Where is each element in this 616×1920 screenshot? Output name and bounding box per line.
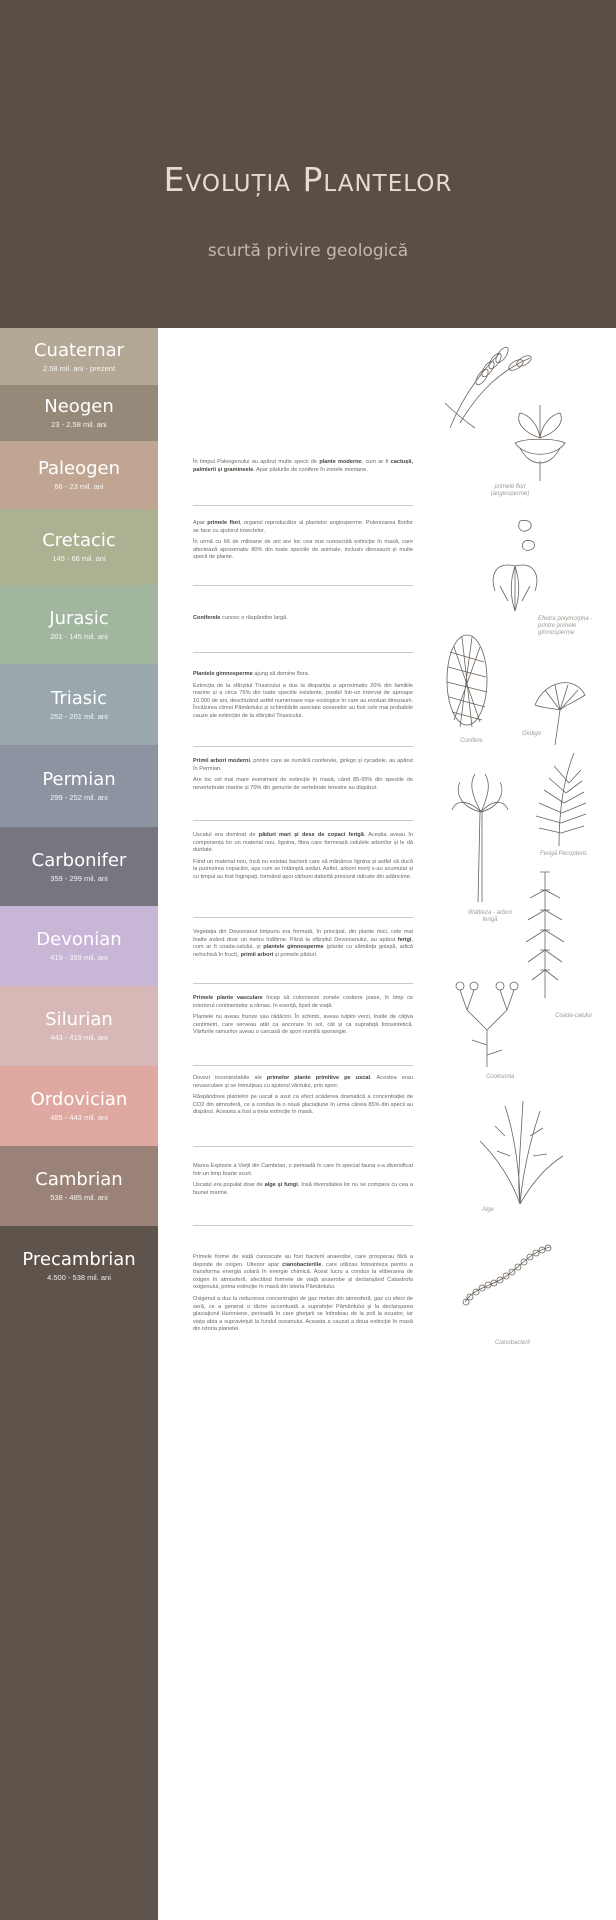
divider — [193, 1146, 413, 1147]
text-emphasis: Plantele gimnosperme — [193, 671, 253, 677]
paragraph — [193, 1182, 413, 1197]
era-range: 66 - 23 mil. ani — [54, 482, 104, 491]
era-name: Triasic — [50, 687, 108, 709]
text-run: , cum ar fi — [361, 459, 391, 465]
text-run: , însă diversitatea lor nu se compara cu cea a faunei marine. — [193, 1182, 413, 1196]
era-name: Cretacic — [42, 530, 116, 551]
divider — [193, 1225, 413, 1226]
paragraph: Are loc cel mai mare eveniment de extincție în masă, când 85-95% din speciile de nevertebrate marine și 70% din genurile de vertebrate terestre au dispărut. — [193, 777, 413, 791]
era-triasic — [0, 664, 158, 745]
divider — [193, 652, 413, 653]
cyanobacteria-illustration — [460, 1242, 555, 1312]
paragraph: Marea Explozie a Vieții din Cambrian, o perioadă în care în special fauna s-a diversificat într-un timp foarte scurt. — [193, 1163, 413, 1177]
era-range: 2.58 mil. ani - prezent — [42, 363, 116, 373]
era-name: Neogen — [44, 396, 114, 417]
era-jurasic — [0, 585, 158, 664]
text-emphasis: Primii arbori moderni — [193, 758, 251, 764]
text-emphasis: primele flori — [207, 520, 241, 526]
caption-gnetum: Efedra polymorpha - printre primele gimnosperme — [538, 616, 593, 636]
text-run: Uscatul era populat doar de — [193, 1182, 265, 1189]
divider — [193, 585, 413, 586]
text-run: . Aceștia aveau în componența lor un material nou, lignina, fibra care formează celulele arborilor și le dă duritate. — [193, 832, 413, 854]
text-run: încep să colonizeze zonele costiere joase, în timp ce interiorul continentelor a rămas, în esență, lipsit de viață. — [193, 995, 413, 1009]
text-jurasic — [193, 615, 413, 627]
text-run: Dovezi incontestabile ale — [193, 1075, 267, 1081]
caption-alge: Alge — [482, 1207, 495, 1213]
era-range: 252 - 201 mil. ani — [50, 711, 108, 721]
text-run: , care utilizau fotosinteza pentru a transforma energia solară în energie chimică. Acest lucru a condus la eliberarea de oxigen în atmosferă, afectând formele de viață anaerobe și declanșând Catastrofa oxigenului, prima extincție în masă din istoria Pământului. — [193, 1261, 413, 1291]
divider — [193, 820, 413, 821]
caption-ciano: Cianobacterii — [495, 1340, 531, 1346]
text-run: Uscatul era dominat de — [193, 832, 259, 838]
text-triasic — [193, 671, 413, 725]
era-silurian — [0, 986, 158, 1066]
era-precambrian — [0, 1226, 158, 1306]
text-paleogen — [193, 459, 413, 478]
era-name: Permian — [42, 769, 116, 790]
text-permian — [193, 758, 413, 796]
era-name: Ordovician — [30, 1089, 128, 1110]
cooksonia-illustration — [452, 975, 522, 1070]
paragraph — [193, 758, 413, 773]
gnetum-illustration — [480, 516, 550, 616]
page-title: Evoluția Plantelor — [163, 160, 453, 199]
flower-illustration — [500, 403, 580, 483]
text-run: , organul reproducător al plantelor angiosperme. Polenizarea florilor se face cu ajutorul insectelor. — [193, 520, 413, 534]
era-range: 359 - 299 mil. ani — [50, 873, 108, 883]
era-devonian — [0, 906, 158, 986]
text-emphasis: plante moderne — [319, 459, 362, 465]
caption-ginkgo: Ginkgo — [522, 731, 542, 737]
paragraph — [193, 1075, 413, 1090]
paragraph: În urmă cu 66 de milioane de ani are loc cea mai cunoscută extincție în masă, care afectează aproximativ 80% din toate speciile de animale, inclusiv dinozaurii și multe specii de plante. — [193, 539, 413, 561]
era-cambrian — [0, 1146, 158, 1226]
paragraph: Extincția de la sfârșitul Triasicului a dus la dispariția a aproximativ 20% din familiile marine și a circa 76% din toate speciile existente, posibil într-un interval de aproape 10.000 de ani, deschizând astfel numeroase nișe ecologice în care au evoluat dinozaurii. Încălzirea climei Pământului și schimbările asociate oceanelor au fost cele mai probabile cauze ale extincției de la sfârșitul Triasicului. — [193, 682, 413, 719]
page-subtitle: scurtă privire geologică — [207, 241, 409, 261]
paragraph — [193, 459, 413, 474]
text-emphasis: păduri mari și dese de copaci ferigă — [258, 832, 364, 838]
paragraph — [193, 615, 413, 623]
text-cretacic — [193, 520, 413, 566]
text-emphasis: primii arbori — [240, 951, 274, 958]
era-range: 443 - 419 mil. ani — [50, 1033, 108, 1042]
era-range: 145 - 66 mil. ani — [52, 554, 106, 563]
divider — [193, 1065, 413, 1066]
paragraph — [193, 671, 413, 679]
text-emphasis: primelor plante primitive pe uscat — [266, 1075, 371, 1081]
era-name: Precambrian — [22, 1249, 136, 1270]
text-run: . Apar pădurile de conifere în zonele montane. — [253, 466, 368, 473]
text-run: cunosc o răspândire largă. — [220, 615, 288, 621]
text-run: , printre care se numără coniferele, ginkgo și cycadele, au apărut în Permian. — [193, 758, 413, 772]
caption-conifere: Conifere — [460, 738, 483, 744]
paragraph — [193, 520, 413, 535]
caption-graminee: primele flori (angiosperme) — [490, 484, 530, 497]
caption-coada: Coada-calului — [555, 1013, 592, 1019]
paragraph — [193, 995, 413, 1010]
era-range: 23 - 2.58 mil. ani — [51, 420, 107, 429]
caption-cooksonia: Cooksonia — [486, 1074, 515, 1080]
era-ordovician — [0, 1066, 158, 1146]
text-run: Vegetația din Devonianul timpuriu era formată, în principal, din plante mici, cele mai înalte având doar un metru înălțime. Până la sfârșitul Devonianului, au apărut — [193, 929, 413, 943]
paragraph — [193, 929, 413, 959]
text-run: și primele păduri. — [273, 951, 318, 958]
era-range: 299 - 252 mil. ani — [50, 793, 108, 802]
divider — [193, 505, 413, 506]
era-cretacic — [0, 509, 158, 585]
era-range: 485 - 443 mil. ani — [50, 1113, 108, 1122]
era-timeline — [0, 328, 158, 1920]
divider — [193, 983, 413, 984]
text-emphasis: Coniferele — [193, 615, 221, 621]
era-name: Jurasic — [49, 607, 109, 629]
algae-illustration — [475, 1096, 565, 1206]
text-emphasis: ferigi — [397, 936, 412, 943]
text-emphasis: Primele plante vasculare — [193, 995, 263, 1001]
text-run: În timpul Paleogenului au apărut multe specii de — [193, 459, 320, 465]
era-name: Cambrian — [35, 1169, 123, 1190]
paragraph — [193, 1254, 413, 1292]
fern-illustration — [524, 748, 594, 848]
era-range: 201 - 145 mil. ani — [50, 631, 108, 641]
text-carbonifer — [193, 832, 413, 886]
paragraph — [193, 832, 413, 855]
text-run: , cum ar fi coada-calului, și — [193, 936, 413, 951]
paragraph: Oxigenul a dus la reducerea concentrației de gaz metan din atmosferă, gaz cu efect de seră, ce a generat o răcire accentuată a suprafeței Pământului și la declanșarea glaciațiunii Huroniene, perioadă în care ghețarii se întindeau de la poli la ecuator, iar viața abia a supraviețuit la fundul oceanului. Aceasta a cauzat a doua extincție în masă din istoria planetei. — [193, 1295, 413, 1333]
text-silurian — [193, 995, 413, 1041]
text-emphasis: cactușii, palmierii și gramineele — [193, 459, 413, 473]
cone-illustration — [442, 632, 492, 732]
text-run: (plante cu sămânța golașă, adică neînchisă în fruct), — [193, 944, 414, 958]
text-run: Apar — [193, 520, 208, 526]
text-emphasis: plantele gimnosperme — [263, 944, 324, 951]
divider — [193, 917, 413, 918]
era-range: 538 - 485 mil. ani — [50, 1193, 108, 1202]
tree-fern-illustration — [450, 772, 510, 904]
era-name: Devonian — [36, 929, 122, 950]
era-cuaternar — [0, 328, 158, 385]
caption-arbori: Wattieza - arbori ferigă — [468, 910, 512, 923]
era-name: Silurian — [45, 1009, 113, 1030]
text-emphasis: cianobacteriile — [282, 1261, 322, 1268]
era-carbonifer — [0, 827, 158, 906]
era-name: Paleogen — [37, 458, 121, 479]
horsetail-illustration — [520, 870, 570, 1000]
text-precambrian — [193, 1254, 413, 1338]
text-run: . Acestea erau nevasculare și se înmulțeau cu ajutorul vântului, prin spori. — [193, 1075, 413, 1089]
text-run: ajung să domine flora. — [252, 671, 310, 677]
paragraph: Răspândirea plantelor pe uscat a avut ca efect scăderea dramatică a concentrației de CO2 din atmosferă, ce a condus la o nouă glaciațiune în urma căreia 85% din specii au dispărut. Aceasta a fost a treia extincție în masă. — [193, 1094, 413, 1116]
era-name: Cuaternar — [33, 339, 125, 361]
era-range: 419 - 359 mil. ani — [50, 953, 108, 962]
divider — [193, 746, 413, 747]
era-permian — [0, 745, 158, 827]
era-range: 4.500 - 538 mil. ani — [47, 1273, 111, 1282]
era-paleogen — [0, 441, 158, 509]
era-neogen — [0, 385, 158, 441]
paragraph: Fiind un material nou, încă nu existau bacterii care să mănânce lignina și astfel să ducă la putrezirea copacilor, așa cum se întâmplă astăzi. Astfel, arborii morți s-au acumulat și cu timpul au fost îngropați, formând apoi cărbuni datorită presiunii ridicate din adâncime. — [193, 858, 413, 880]
paragraph: Plantele nu aveau frunze sau rădăcini. În schimb, aveau tulpini verzi, înalte de câțiva centimetri, care serveau atât ca ancorare în sol, cât și ca suprafață fotosintetică. Vârfurile ramurilor aveau o carcasă de spori numită sporangie. — [193, 1014, 413, 1036]
text-cambrian — [193, 1163, 413, 1201]
caption-ferigi: Ferigă Pecopteris — [540, 851, 588, 857]
header-banner — [0, 0, 616, 328]
text-devonian — [193, 929, 413, 963]
text-ordovician — [193, 1075, 413, 1121]
text-run: Primele forme de viață cunoscute au fost bacterii anaerobe, care prosperau fără a depinde de oxigen. Ulterior apar — [193, 1254, 413, 1268]
text-emphasis: alge și fungi — [264, 1182, 298, 1189]
era-name: Carbonifer — [31, 849, 127, 871]
